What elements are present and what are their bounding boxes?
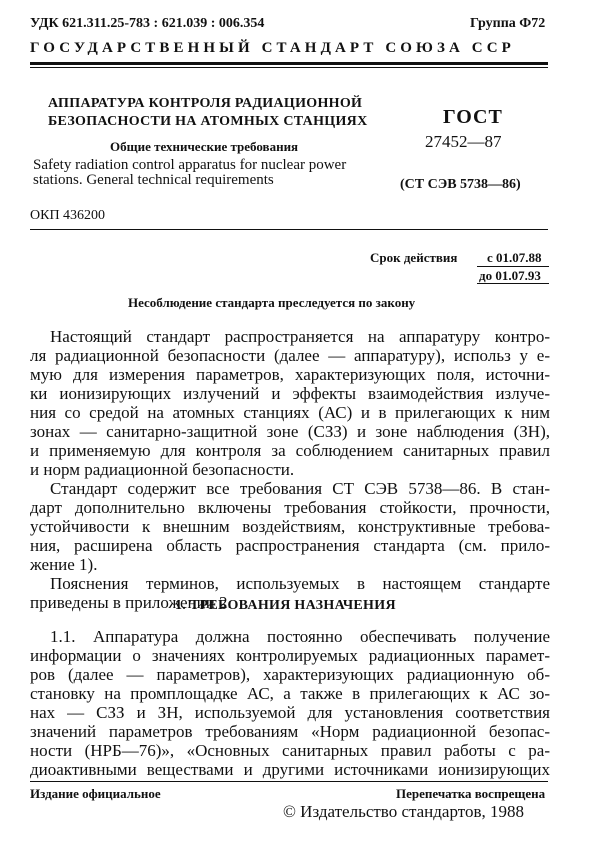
text-line: ния, расширена область распространения стандарта (см. прило-	[30, 536, 550, 555]
header-divider-thin	[30, 67, 548, 68]
header-divider-thick	[30, 62, 548, 65]
text-line: ки ионизирующих излучений и эффекты взаимодействия излуче-	[30, 384, 550, 403]
udk-code: УДК 621.311.25-783 : 621.039 : 006.354	[30, 16, 265, 31]
english-title-line-2: stations. General technical requirements	[33, 172, 274, 188]
title-line-2: БЕЗОПАСНОСТИ НА АТОМНЫХ СТАНЦИЯХ	[48, 114, 368, 129]
validity-label: Срок действия	[370, 250, 458, 265]
copyright: © Издательство стандартов, 1988	[283, 802, 524, 821]
text-line: и применяемую для контроля за соблюдением санитарных правил	[30, 441, 550, 460]
text-line: диоактивными веществами и другими источниками ионизирующих	[30, 760, 550, 779]
title-line-1: АППАРАТУРА КОНТРОЛЯ РАДИАЦИОННОЙ	[48, 96, 363, 111]
group-code: Группа Ф72	[470, 16, 546, 31]
validity-rule-bottom	[477, 283, 549, 284]
validity-from: с 01.07.88	[487, 250, 542, 265]
text-line: информации о значениях контролируемых радиационных парамет-	[30, 646, 550, 665]
okp-divider	[30, 229, 548, 230]
section-1-heading: 1. ТРЕБОВАНИЯ НАЗНАЧЕНИЯ	[175, 598, 396, 613]
text-line: дарт дополнительно включены требования стойкости, прочности,	[30, 498, 550, 517]
text-line: Стандарт содержит все требования СТ СЭВ 5738—86. В стан-	[50, 479, 550, 498]
text-line: ности (НРБ—76)», «Основных санитарных правил работы с ра-	[30, 741, 550, 760]
official-edition: Издание официальное	[30, 786, 161, 801]
text-line: значений параметров требованиям «Норм радиационной безопас-	[30, 722, 550, 741]
text-line: 1.1. Аппаратура должна постоянно обеспечивать получение	[50, 627, 550, 646]
text-line: ля радиационной безопасности (далее — аппаратуру), использ у е-	[30, 346, 550, 365]
text-line: нах — СЗЗ и ЗН, используемой для установления соответствия	[30, 703, 550, 722]
text-line: и норм радиационной безопасности.	[30, 460, 295, 479]
text-line: Пояснения терминов, используемых в настоящем стандарте	[50, 574, 550, 593]
cmea-standard: (СТ СЭВ 5738—86)	[400, 177, 521, 192]
text-line: ния со средой на атомных станциях (АС) и в прилегающих к ним	[30, 403, 550, 422]
text-line: зонах — санитарно-защитной зоне (СЗЗ) и зоне наблюдения (ЗН),	[30, 422, 550, 441]
text-line: становку на промплощадке АС, а также в прилегающих к АС зо-	[30, 684, 550, 703]
text-line: ров (далее — параметров), характеризующих радиационную об-	[30, 665, 550, 684]
gost-label: ГОСТ	[443, 106, 503, 128]
legal-warning: Несоблюдение стандарта преследуется по закону	[128, 295, 416, 310]
text-line: приведены в приложении 2.	[30, 593, 232, 612]
reprint-notice: Перепечатка воспрещена	[396, 786, 546, 801]
subtitle: Общие технические требования	[110, 139, 299, 154]
text-line: жение 1).	[30, 555, 98, 574]
state-standard-banner: ГОСУДАРСТВЕННЫЙ СТАНДАРТ СОЮЗА ССР	[30, 40, 515, 56]
validity-to: до 01.07.93	[479, 268, 541, 283]
gost-number: 27452—87	[425, 132, 502, 151]
validity-rule	[477, 266, 549, 267]
okp-code: ОКП 436200	[30, 208, 106, 223]
text-line: мую для измерения параметров, характеризующих поля, источни-	[30, 365, 550, 384]
text-line: устойчивости к внешним воздействиям, конструктивные требова-	[30, 517, 550, 536]
footer-divider	[30, 781, 548, 782]
text-line: Настоящий стандарт распространяется на аппаратуру контро-	[50, 327, 550, 346]
english-title-line-1: Safety radiation control apparatus for nuclear power	[33, 157, 347, 173]
